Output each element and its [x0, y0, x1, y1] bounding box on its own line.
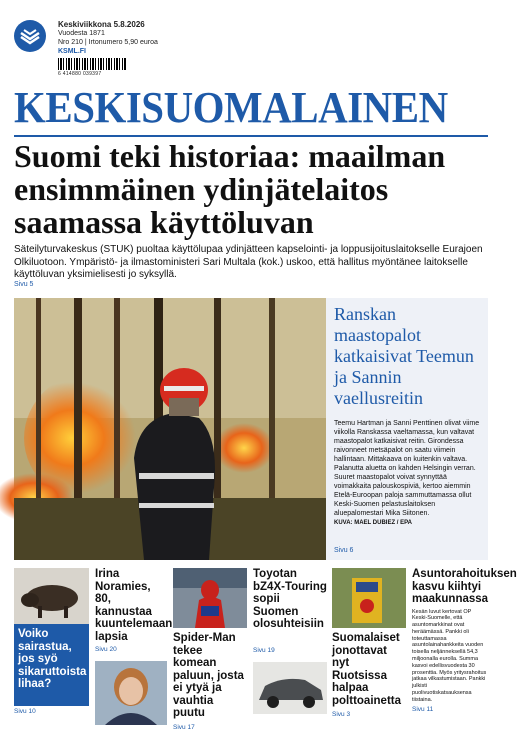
spiderman-photo [173, 568, 247, 628]
irina-title: Irina Noramies, 80, kannustaa kuuntelemaan lapsia [95, 568, 173, 643]
barcode-number: 6 414880 039397 [58, 71, 102, 77]
lead-summary: Säteilyturvakeskus (STUK) puoltaa käyttölupaa ydinjätteen kapselointi- ja loppusijoituslaitokselle Eurajoen Olkiluotoon. Ympäristö- ja ilmastoministeri Sari Multala (kok.) uskoo, että hallitus myöntänee laitokselle käyttöluvan yksimielisesti jo syksyllä. [14, 244, 483, 280]
issue-line: Nro 210 | Irtonumero 5,90 euroa [58, 39, 158, 46]
housing-body: Kesän luvut kertovat OP Keski-Suomelle, että asuntomarkkinat ovat heräämässä. Pankki oli toteuttamassa asuntolainahankkeita vuoden toisella neljänneksellä 54,3 miljoonalla eurolla. Summa kasvoi edellisvuodesta 30 prosenttia. Myös yritysrahoitus jatkaa vilkastumistaan. Pankki julkisti puolivuotiskatsauksensa tiistaina. [412, 608, 487, 703]
irina-photo [95, 661, 167, 725]
teaser-irina[interactable] [95, 568, 173, 728]
boar-photo [14, 568, 89, 624]
teaser-spiderman[interactable] [173, 568, 247, 731]
feature-title[interactable]: Ranskan maastopalot katkaisivat Teemun ja Sannin vaellusreitin [334, 304, 474, 408]
boar-text-box [14, 624, 89, 706]
toyota-page-ref[interactable]: Sivu 19 [253, 646, 275, 654]
spiderman-page-ref[interactable]: Sivu 17 [173, 723, 195, 731]
teaser-boar[interactable] [14, 568, 89, 728]
toyota-title: Toyotan bZ4X-Touring sopii Suomen olosuhteisiin [253, 568, 327, 630]
housing-title: Asuntorahoituksen kasvu kiihtyi maakunnassa [412, 568, 517, 605]
barcode [58, 58, 126, 70]
fuel-photo [332, 568, 406, 628]
photo-credit: KUVA: MAEL DUBIEZ / EPA [334, 520, 413, 526]
lead-headline[interactable]: Suomi teki historiaa: maailman ensimmäinen ydinjätelaitos saamassa käyttöluvan [14, 138, 446, 240]
teaser-fuel[interactable] [332, 568, 406, 728]
spiderman-title: Spider-Man tekee komean paluun, josta ei ytyä ja vauhtia puutu [173, 632, 244, 719]
masthead-rule [14, 135, 488, 137]
feature-box [326, 298, 488, 560]
wing-logo-icon [14, 20, 46, 52]
wildfire-photo [14, 298, 326, 560]
feature-body: Teemu Hartman ja Sanni Penttinen olivat viime viikolla Ranskassa vaeltamassa, kun valtavat maastopalot katkaisivat reitin. Girondessa raivonneet metsäpalot on saatu viimein hallintaan. Mittakaava on kuitenkin valtava. Palanutta aluetta on kahden Helsingin verran. Suuret maastopalot voivat synnyttää voimakkaita palouskospiviä, kertoo aiemmin Etelä-Euroopan palojа sammuttamassa ollut Keski-Suomen pelastuslaitoksen aluepalomestari Mika Siitonen. [334, 420, 480, 517]
teaser-toyota[interactable] [253, 568, 327, 728]
fuel-page-ref[interactable]: Sivu 3 [332, 711, 351, 718]
header-meta [14, 20, 158, 79]
lead-page-ref[interactable]: Sivu 5 [14, 281, 34, 288]
fuel-title: Suomalaiset jonottavat nyt Ruotsissa halpaa polttoainetta [332, 632, 401, 707]
boar-page-ref[interactable]: Sivu 10 [14, 708, 36, 715]
boar-title: Voiko sairastua, jos syö sikaruttoista lihaa? [18, 628, 87, 690]
feature-page-ref[interactable]: Sivu 6 [334, 547, 354, 554]
housing-page-ref[interactable]: Sivu 11 [412, 705, 434, 713]
volume-line: Vuodesta 1871 [58, 30, 105, 37]
masthead-title: KESKISUOMALAINEN [14, 83, 448, 132]
teaser-housing[interactable] [412, 568, 517, 728]
toyota-photo [253, 662, 327, 714]
irina-page-ref[interactable]: Sivu 20 [95, 646, 117, 653]
site-link[interactable]: KSML.FI [58, 48, 86, 55]
issue-date: Keskiviikkona 5.8.2026 [58, 20, 145, 29]
